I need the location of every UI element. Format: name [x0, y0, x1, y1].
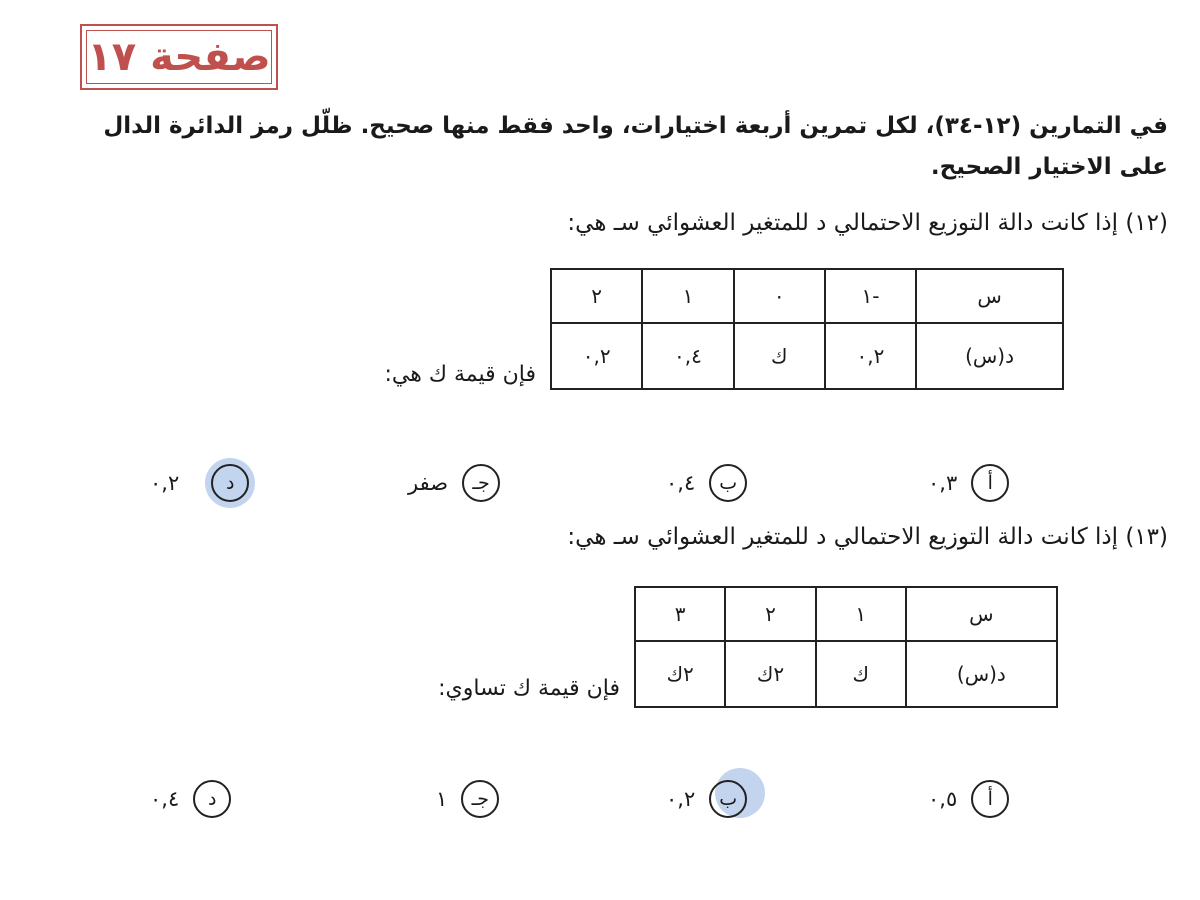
q13-option-d[interactable] [150, 780, 231, 818]
q12-header-cell: س [916, 269, 1063, 323]
q13-distribution-table [634, 586, 1058, 708]
selected-wrapper [709, 780, 747, 818]
q12-option-a[interactable] [928, 464, 1009, 502]
q13-value-cell: د(س) [906, 641, 1057, 707]
option-circle[interactable]: أ [971, 780, 1009, 818]
q13-lead-text: فإن قيمة ك تساوي: [438, 676, 620, 701]
q13-value-cell: ٢ك [725, 641, 815, 707]
q12-stem: (١٢) إذا كانت دالة التوزيع الاحتمالي د للمتغير العشوائي سـ هي: [567, 210, 1168, 236]
instructions-text: في التمارين (١٢-٣٤)، لكل تمرين أربعة اختيارات، واحد فقط منها صحيح. ظلّل رمز الدائرة الدال على الاختيار الصحيح. [103, 113, 1168, 180]
option-circle[interactable]: ب [709, 464, 747, 502]
q13-stem: (١٣) إذا كانت دالة التوزيع الاحتمالي د للمتغير العشوائي سـ هي: [567, 524, 1168, 550]
option-circle-selected[interactable]: ب [709, 780, 747, 818]
option-value: ١ [436, 787, 448, 811]
option-value: ٠,٣ [928, 471, 958, 495]
q13-header-cell: ٢ [725, 587, 815, 641]
q12-value-cell: ٠,٤ [642, 323, 733, 389]
option-circle-selected[interactable]: د [211, 464, 249, 502]
q13-table-value-row [635, 641, 1057, 707]
q12-option-c[interactable] [408, 464, 500, 502]
option-circle[interactable]: جـ [462, 464, 500, 502]
q13-value-cell: ٢ك [635, 641, 725, 707]
q13-value-cell: ك [816, 641, 906, 707]
option-value: ٠,٢ [666, 787, 696, 811]
selected-wrapper [193, 464, 249, 502]
q12-option-b[interactable] [666, 464, 747, 502]
option-value: ٠,٢ [150, 471, 180, 495]
option-circle[interactable]: د [193, 780, 231, 818]
q13-option-b[interactable] [666, 780, 747, 818]
q12-value-cell: ك [734, 323, 825, 389]
q13-header-cell: ٣ [635, 587, 725, 641]
q13-header-cell: س [906, 587, 1057, 641]
q12-lead-text: فإن قيمة ك هي: [384, 362, 536, 387]
q12-value-cell: د(س) [916, 323, 1063, 389]
q12-option-d[interactable] [150, 464, 249, 502]
option-value: ٠,٤ [150, 787, 180, 811]
q12-header-cell: ٠ [734, 269, 825, 323]
q12-distribution-table [550, 268, 1064, 390]
q13-option-a[interactable] [928, 780, 1009, 818]
option-value: ٠,٥ [928, 787, 958, 811]
q12-value-cell: ٠,٢ [551, 323, 642, 389]
q12-header-cell: ٢ [551, 269, 642, 323]
option-value: صفر [408, 471, 449, 495]
option-circle[interactable]: جـ [461, 780, 499, 818]
q12-header-cell: -١ [825, 269, 916, 323]
q13-option-c[interactable] [436, 780, 499, 818]
q13-table-header-row [635, 587, 1057, 641]
option-value: ٠,٤ [666, 471, 696, 495]
q13-header-cell: ١ [816, 587, 906, 641]
option-circle[interactable]: أ [971, 464, 1009, 502]
page-number-badge [80, 24, 278, 90]
page-number-text: صفحة ١٧ [87, 34, 271, 80]
q12-value-cell: ٠,٢ [825, 323, 916, 389]
q12-header-cell: ١ [642, 269, 733, 323]
q12-table-header-row [551, 269, 1063, 323]
q12-table-value-row [551, 323, 1063, 389]
